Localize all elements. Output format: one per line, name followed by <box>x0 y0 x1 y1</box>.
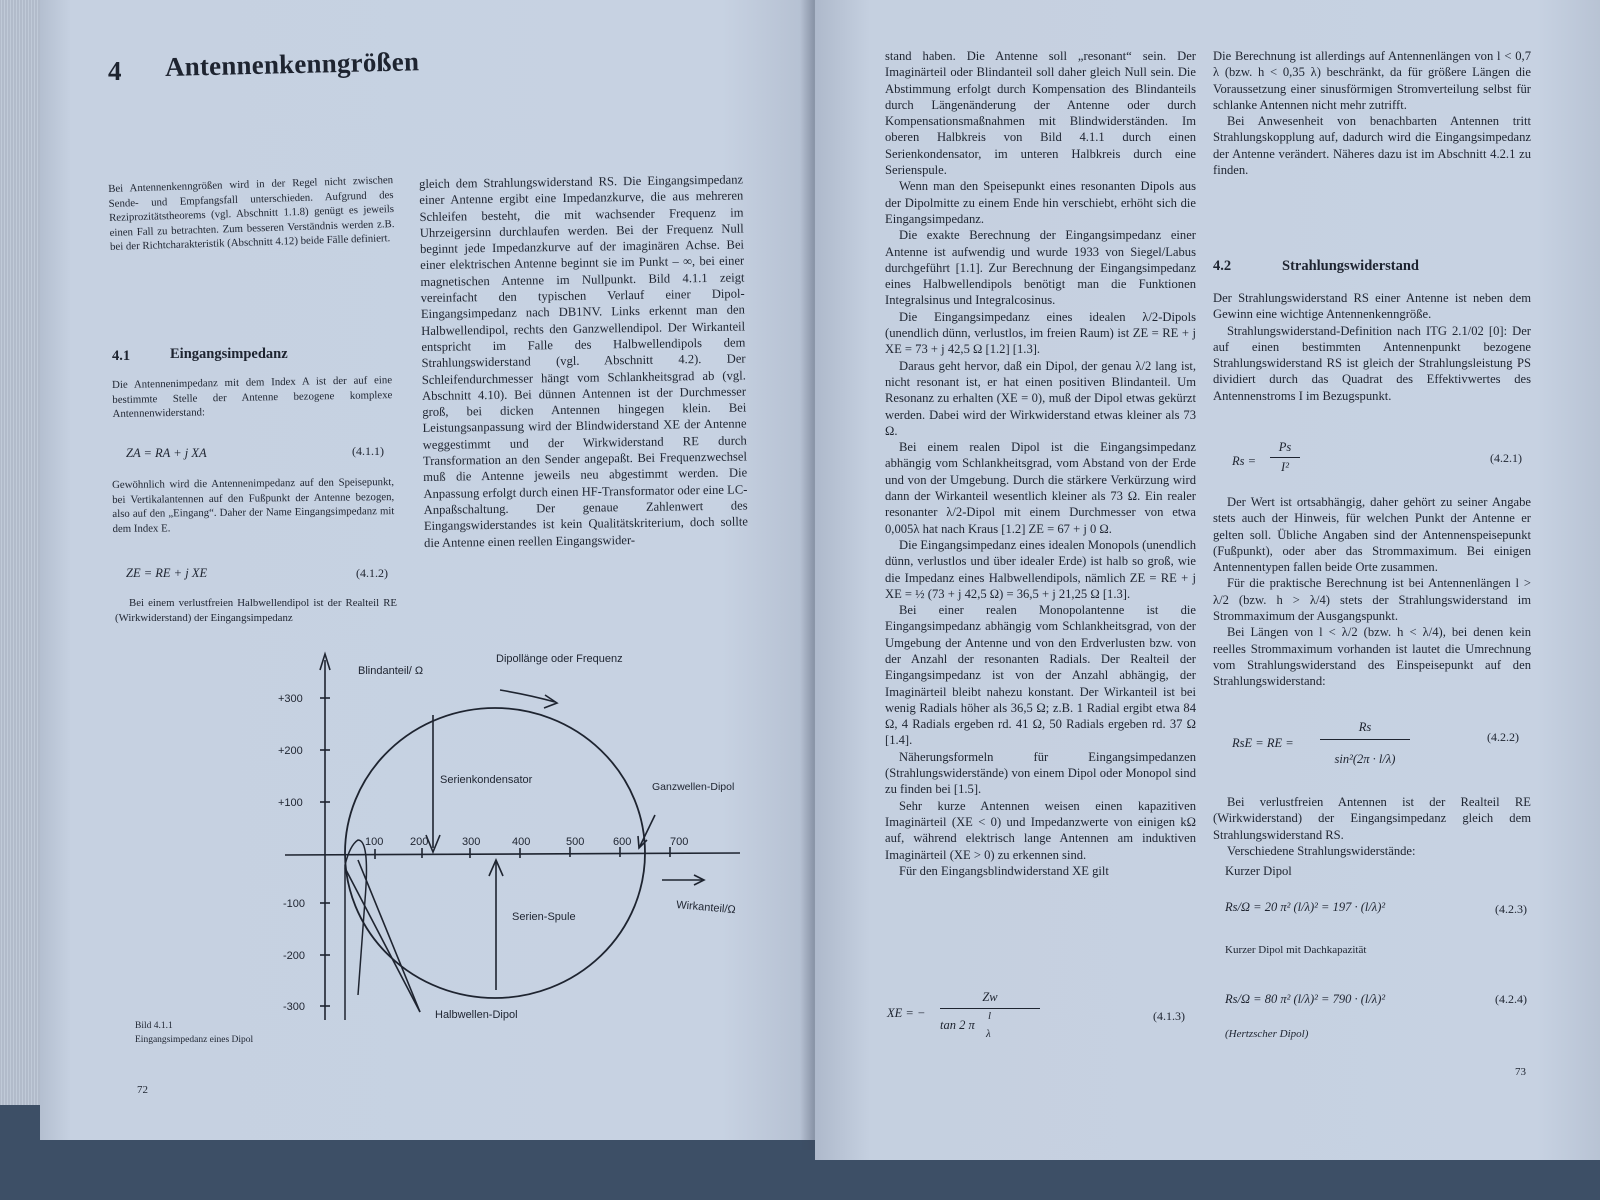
equation-4-1-1-number: (4.1.1) <box>352 444 384 458</box>
label-short-dipole: Kurzer Dipol <box>1225 864 1292 878</box>
direction-label <box>496 653 623 665</box>
r-col1-p3: Die exakte Berechnung der Eingangsimpedanz einer Antenne ist aufwendig und wurde 1933 von Siegel/Labus durchgeführt [1.1]. Zur Berechnung der Eingangsimpedanz eines Halbwellendipols benötigt man die Funktionen Integralsinus und Integralcosinus. <box>885 228 1196 308</box>
y-axis-label: Blindanteil/ Ω <box>358 665 424 677</box>
equation-4-2-1-number: (4.2.1) <box>1490 451 1522 465</box>
y-tick-label: +100 <box>278 797 303 809</box>
r-col2-p7: Bei Längen von l < λ/2 (bzw. h < λ/4), bei denen kein reelles Strommaximum vorhanden ist lautet die Umrechnung vom Strahlungswiderstand des Einspeisepunkt auf den Strahlungswiderstand: <box>1213 625 1531 689</box>
x-tick-label: 100 <box>365 836 384 848</box>
equation-4-2-2-lhs: RsE = RE = <box>1232 736 1294 750</box>
section-4-1-number: 4.1 <box>112 348 131 364</box>
y-tick-label: +200 <box>278 745 303 757</box>
r-col1-p5: Daraus geht hervor, daß ein Dipol, der genau λ/2 lang ist, nicht resonant ist, er hat einen positiven Blindanteil. Um Resonanz zu erhalten (XE = 0), muß der Dipol etwas gekürzt werden. Dabei wird der Wirkwiderstand etwas kleiner als 73 Ω. <box>885 358 1196 438</box>
r-col2-p2: Bei Anwesenheit von benachbarten Antennen tritt Strahlungskopplung auf, dadurch wird die Eingangsimpedanz der Antenne verändert. Näheres dazu ist im Abschnitt 4.2.1 zu finden. <box>1213 114 1531 178</box>
equation-4-2-3: Rs/Ω = 20 π² (l/λ)² = 197 · (l/λ)² <box>1225 900 1386 914</box>
equation-4-2-4-number: (4.2.4) <box>1495 992 1527 1006</box>
left-column-2-text: gleich dem Strahlungswiderstand RS. Die Eingangsimpedanz einer Antenne ergibt eine Impedanzkurve, die aus mehreren Schleifen besteht, die mit wachsender Frequenz im Uhrzeigersinn durchlaufen werden. Bei der Frequenz Null beginnt jede Impedanzkurve auf der imaginären Achse. Bei einer elektrischen Antenne beginnt sie im Punkt – ∞, bei einer magnetischen Antenne im Nullpunkt. Bild 4.1.1 zeigt vereinfacht den typischen Verlauf einer Dipol-Eingangsimpedanz nach DB1NV. Links erkennt man den Halbwellendipol, rechts den Ganzwellendipol. Der Wirkanteil entspricht im Falle des Halbwellendipols dem Strahlungswiderstand (vgl. Abschnitt 4.2). Der Schleifendurchmesser hängt vom Schlankheitsgrad ab (vgl. Abschnitt 4.10). Bei dünnen Antennen ist der Durchmesser groß, bei dicken Antennen hingegen klein. Bei Leistungsanpassung wird der Blindwiderstand XE der Antenne weggestimmt und der Wirkwiderstand RE durch Transformation an den Sender angepaßt. Bei Frequenzwechsel muß die Antenne jeweils neu abgestimmt werden. Die Anpassung erfolgt durch einen HF-Transformator oder eine LC-Anpaßschaltung. Der genaue Zahlenwert des Eingangswiderstandes ist kein Qualitätskriterium, doch sollte die Antenne einen reellen Eingangswider- <box>419 172 748 550</box>
x-tick-label: 400 <box>512 836 531 848</box>
equation-4-1-3-fraction-bar <box>940 1008 1040 1009</box>
r-col2-p4: Strahlungswiderstand-Definition nach ITG 2.1/02 [0]: Der auf einen bestimmten Antennenpunkt bezogene Strahlungswiderstand RS ist gleich der Strahlungsleistung PS dividiert durch das Quadrat des Effektivwertes des Antennenstroms I im Bezugspunkt. <box>1213 323 1531 403</box>
coil-label: Serien-Spule <box>512 911 576 923</box>
impedance-figure <box>40 640 815 1060</box>
right-page <box>815 0 1600 1160</box>
r-col2-p8: Bei verlustfreien Antennen ist der Realteil RE (Wirkwiderstand) der Eingangsimpedanz gleich dem Strahlungswiderstand RS. <box>1213 795 1531 842</box>
right-column-1 <box>885 48 1196 879</box>
equation-4-2-1-lhs: Rs = <box>1232 454 1257 468</box>
left-page <box>40 0 815 1140</box>
direction-text: Dipollänge oder Frequenz <box>496 653 623 665</box>
equation-4-1-3-number: (4.1.3) <box>1153 1009 1185 1023</box>
equation-4-2-4: Rs/Ω = 80 π² (l/λ)² = 790 · (l/λ)² <box>1225 992 1386 1006</box>
equation-4-2-2-top: Rs <box>1358 720 1372 734</box>
equation-4-1-3-l: l <box>988 1010 992 1022</box>
page-number-left: 72 <box>137 1084 148 1096</box>
x-axis-line <box>285 853 740 855</box>
r-col1-p7: Die Eingangsimpedanz eines idealen Monopols (unendlich dünn, verlustlos und über idealer Erde) ist halb so groß, wie die Impedanz eines Halbwellendipols, nämlich ZE = RE + j XE = ½ (73 + j 42,5 Ω) = 36,5 + j 21,25 Ω [1.3]. <box>885 537 1196 601</box>
r-col1-p10: Sehr kurze Antennen weisen einen kapazitiven Imaginärteil (XE < 0) und Impedanzwerte von einigen kΩ auf, während elektrisch lange Antennen am induktiven Imaginärteil (XE > 0) zu erkennen sind. <box>885 798 1196 862</box>
equation-4-1-3-lambda: λ <box>986 1028 991 1040</box>
half-wave-curve <box>345 840 366 1020</box>
chapter-title: Antennenkenngrößen <box>164 46 420 82</box>
r-col1-p1: stand haben. Die Antenne soll „resonant“ sein. Der Imaginärteil oder Blindanteil soll daher gleich Null sein. Die Abstimmung erfolgt durch Kompensation des Blindanteils durch Längenänderung der Antenne oder durch Kompensationsmaßnahmen mit Blindwiderständen. Im oberen Halbkreis von Bild 4.1.1 durch einen Serienkondensator, im unteren Halbkreis durch eine Serienspule. <box>885 49 1196 178</box>
equation-4-1-3-lhs: XE = − <box>887 1006 926 1020</box>
section-4-1-paragraph-1: Die Antennenimpedanz mit dem Index A ist der auf eine bestimmte Stelle der Antenne bezogene komplexe Antennenwiderstand: <box>112 374 393 421</box>
section-4-1-paragraph-3: Bei einem verlustfreien Halbwellendipol ist der Realteil RE (Wirkwiderstand) der Eingangsimpedanz <box>115 597 397 624</box>
half-wave-label: Halbwellen-Dipol <box>435 1009 518 1021</box>
equation-4-2-1-top: Ps <box>1278 440 1292 454</box>
page-number-right: 73 <box>1515 1066 1526 1078</box>
full-wave-label: Ganzwellen-Dipol <box>652 781 735 793</box>
intro-paragraph: Bei Antennenkenngrößen wird in der Regel nicht zwischen Sende- und Empfangsfall unterschieden. Aufgrund des Reziprozitätstheorems (vgl. Abschnitt 1.1.8) genügt es jeweils einen Fall zu betrachten. Zum besseren Verständnis werden z.B. bei der Richtcharakteristik (Abschnitt 4.12) beide Fälle definiert. <box>108 174 395 254</box>
r-col1-p2: Wenn man den Speisepunkt eines resonanten Dipols aus der Dipolmitte zu einem Ende hin verschiebt, erhöht sich die Eingangsimpedanz. <box>885 179 1196 226</box>
half-wave-pointer-2 <box>358 860 420 1012</box>
y-tick-label: -100 <box>283 898 306 910</box>
x-tick-label: 300 <box>462 836 481 848</box>
chapter-number: 4 <box>108 56 122 86</box>
equation-4-1-2-number: (4.1.2) <box>356 566 388 580</box>
label-hertz-dipole: (Hertzscher Dipol) <box>1225 1028 1309 1040</box>
r-col1-p11: Für den Eingangsblindwiderstand XE gilt <box>899 863 1109 878</box>
equation-4-1-3-denominator: tan 2 π <box>940 1018 975 1032</box>
figure-caption-number: Bild 4.1.1 <box>135 1021 173 1031</box>
half-wave-pointer-1 <box>345 868 420 1012</box>
equation-4-2-3-number: (4.2.3) <box>1495 902 1527 916</box>
r-col1-p8: Bei einer realen Monopolantenne ist die Eingangsimpedanz abhängig vom Schlankheitsgrad, von der Umgebung der Antenne und von den Erdverlusten bzw. von der Anzahl der resonanten Radials. Der Realteil der Eingangsimpedanz ist von der Anzahl abhängig, der Imaginärteil bleibt nahezu konstant. Der Wirkanteil ist bei wenig Radials höher als 36,5 Ω; z.B. 1 Radial ergibt etwa 84 Ω, 4 Radials ergeben rd. 41 Ω, 50 Radials ergeben rd. 37 Ω [1.4]. <box>885 603 1196 748</box>
r-col1-p4: Die Eingangsimpedanz eines idealen λ/2-Dipols (unendlich dünn, verlustlos, im freien Raum) ist ZE = RE + j XE = 73 + j 42,5 Ω [1.2] [1.3]. <box>885 309 1196 357</box>
equation-4-1-2: ZE = RE + j XE <box>126 566 208 580</box>
y-tick-label: -200 <box>283 950 306 962</box>
capacitor-label: Serienkondensator <box>440 774 533 786</box>
equation-4-2-2-number: (4.2.2) <box>1487 730 1519 744</box>
book-page-edges <box>0 0 42 1105</box>
y-tick-label: +300 <box>278 693 303 705</box>
y-tick-label: -300 <box>283 1001 306 1013</box>
equation-4-1-3-numerator: Zw <box>982 990 998 1004</box>
section-4-1-paragraph-2: Gewöhnlich wird die Antennenimpedanz auf den Speisepunkt, bei Vertikalantennen auf den Fußpunkt der Antenne bezogen, also auf den „Eingang“. Daher der Name Eingangsimpedanz mit dem Index E. <box>112 476 395 535</box>
equation-4-2-2-bottom: sin²(2π · l/λ) <box>1334 752 1396 766</box>
r-col2-p1: Die Berechnung ist allerdings auf Antennenlängen von l < 0,7 λ (bzw. h < 0,35 λ) beschränkt, da für größere Längen die Voraussetzung einer sinusförmigen Stromverteilung selbst für schlanke Antennen nicht mehr zutrifft. <box>1213 49 1531 112</box>
figure-caption-text: Eingangsimpedanz eines Dipol <box>135 1035 254 1045</box>
section-4-1-title: Eingangsimpedanz <box>170 346 288 362</box>
r-col2-p9: Verschiedene Strahlungswiderstände: <box>1227 843 1416 858</box>
equation-4-2-1-bar <box>1270 457 1300 458</box>
right-column-2-bottom <box>1213 794 1531 859</box>
section-4-2-number: 4.2 <box>1213 258 1232 274</box>
equation-4-2-1-bottom: I² <box>1281 460 1289 474</box>
label-roof-capacity: Kurzer Dipol mit Dachkapazität <box>1225 944 1367 956</box>
x-axis-label: Wirkanteil/Ω <box>675 899 737 917</box>
right-column-2-lower <box>1213 494 1531 690</box>
equation-4-1-1: ZA = RA + j XA <box>126 446 207 460</box>
x-tick-label: 700 <box>670 836 689 848</box>
right-column-2-mid <box>1213 290 1531 404</box>
full-wave-pointer <box>640 815 655 846</box>
r-col2-p6: Für die praktische Berechnung ist bei Antennenlängen l > λ/2 (bzw. h > λ/4) stets der Strahlungswiderstand im Strommaximum der Ausgangspunkt. <box>1213 576 1531 624</box>
r-col2-p3: Der Strahlungswiderstand RS einer Antenne ist neben dem Gewinn eine wichtige Antennenkenngröße. <box>1213 291 1531 322</box>
equation-4-2-2-bar <box>1320 739 1410 740</box>
r-col1-p9: Näherungsformeln für Eingangsimpedanzen (Strahlungswiderstände) von einem Dipol oder Monopol sind zu finden bei [1.5]. <box>885 749 1196 797</box>
right-column-2-top <box>1213 48 1531 178</box>
x-tick-label: 500 <box>566 836 585 848</box>
x-tick-label: 600 <box>613 836 632 848</box>
x-tick-label: 200 <box>410 836 429 848</box>
r-col1-p6: Bei einem realen Dipol ist die Eingangsimpedanz abhängig vom Schlankheitsgrad, vom Abstand von der Erde und von der Umgebung. Durch die stärkere Verkürzung wird dann der Wirkanteil wesentlich kleiner als 73 Ω. Ein realer resonanter λ/2-Dipol mit einem Durchmesser von etwa 0,005λ hat nach Kraus [1.2] ZE = 67 + j 0 Ω. <box>885 440 1196 536</box>
r-col2-p5: Der Wert ist ortsabhängig, daher gehört zu seiner Angabe stets auch der Hinweis, für welchen Punkt der Antenne er gelten soll. Übliche Angaben sind der Antennenspeisepunkt (Fußpunkt), oder aber das Strommaximum. Bei einigen Antennentypen fallen beide Orte zusammen. <box>1213 495 1531 575</box>
section-4-2-title: Strahlungswiderstand <box>1282 258 1419 274</box>
